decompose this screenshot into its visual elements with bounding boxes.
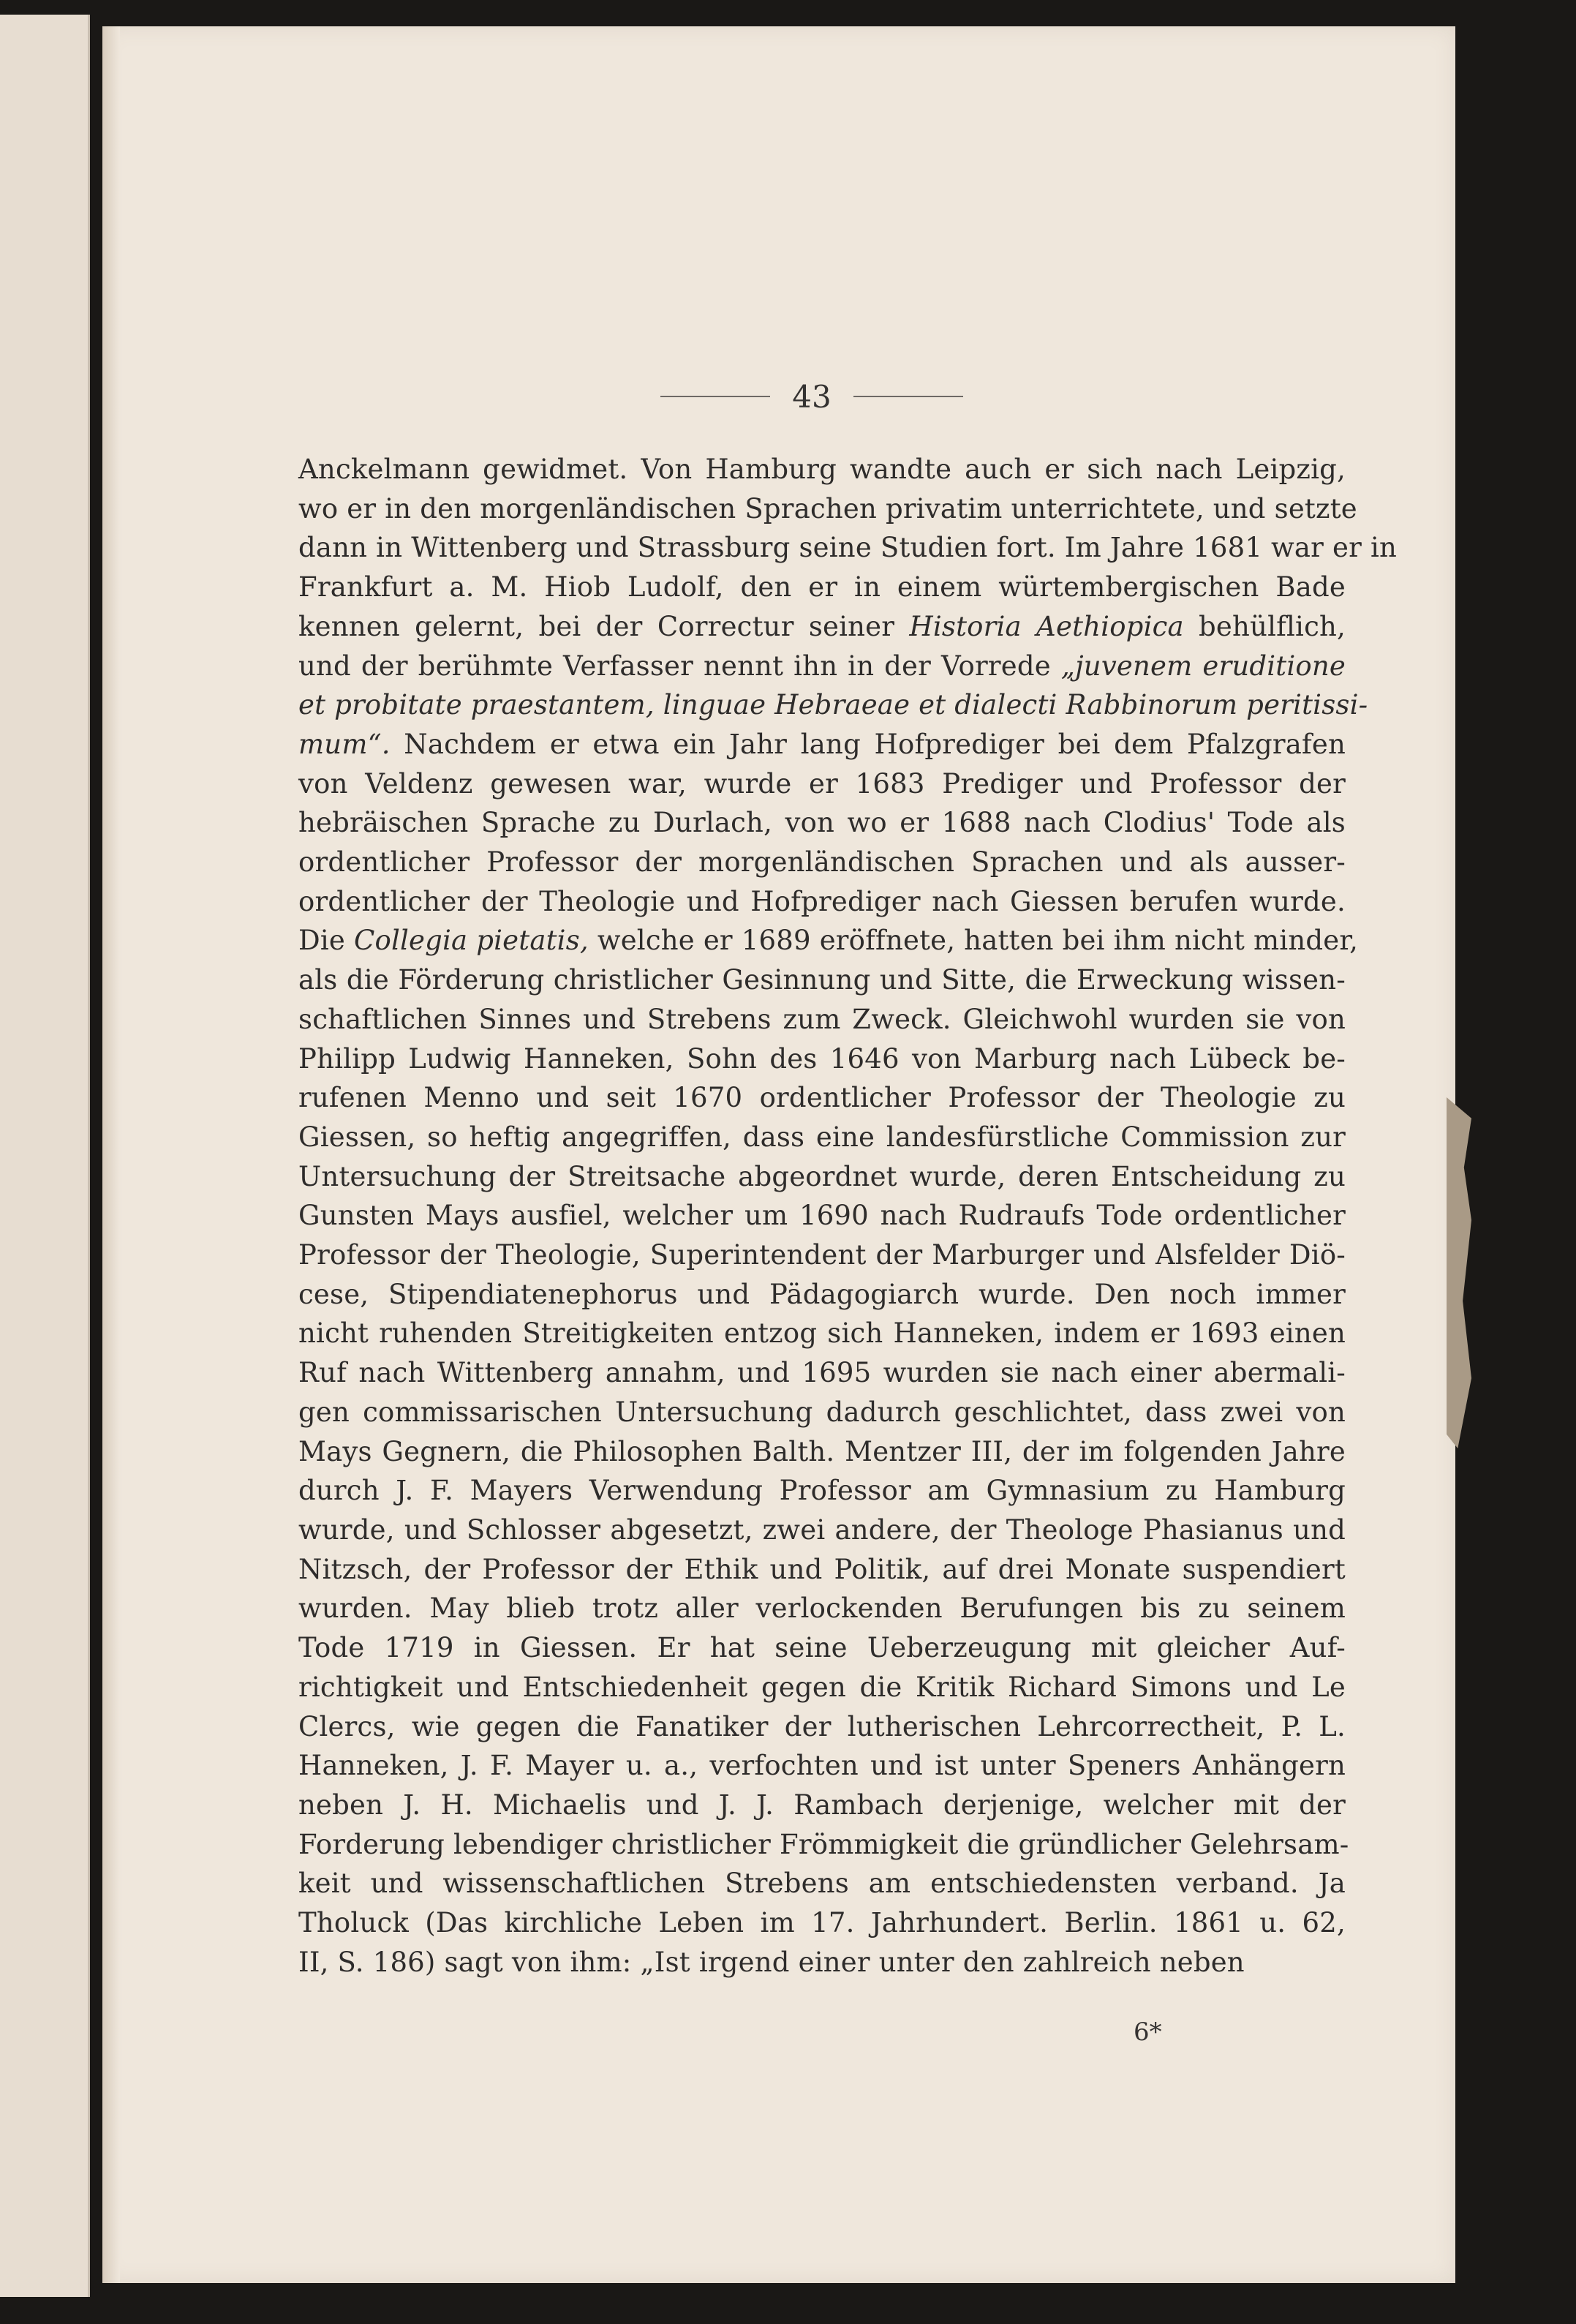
text-line <box>298 882 1346 922</box>
page-gutter <box>102 26 120 2283</box>
text-line <box>298 1353 1346 1393</box>
text-line <box>298 960 1346 1000</box>
text-run: Die <box>298 925 354 957</box>
text-run: ordentlicher der Theologie und Hofprediger nach Giessen berufen wurde. <box>298 885 1346 917</box>
text-run: Nitzsch, der Professor der Ethik und Politik, auf drei Monate suspendiert <box>298 1553 1346 1585</box>
text-line <box>298 1196 1346 1236</box>
text-line <box>298 725 1346 764</box>
text-run: behülflich, <box>1183 610 1346 642</box>
text-line <box>298 843 1346 882</box>
text-run: kennen gelernt, bei der Correctur seiner <box>298 610 910 642</box>
text-line <box>298 1668 1346 1707</box>
text-run: Philipp Ludwig Hanneken, Sohn des 1646 von Marburg nach Lübeck be- <box>298 1042 1346 1075</box>
text-run: keit und wissenschaftlichen Strebens am entschiedensten verband. Ja <box>298 1868 1346 1900</box>
text-line <box>298 1000 1346 1039</box>
text-line <box>298 1943 1346 1982</box>
text-run: Gunsten Mays ausfiel, welcher um 1690 nach Rudraufs Tode ordentlicher <box>298 1200 1346 1232</box>
text-run: Mays Gegnern, die Philosophen Balth. Mentzer III, der im folgenden Jahre <box>298 1435 1346 1467</box>
text-line <box>298 450 1346 489</box>
text-line <box>298 685 1368 725</box>
text-run: Nachdem er etwa ein Jahr lang Hofprediger bei dem Pfalzgrafen <box>390 728 1346 760</box>
text-run: wo er in den morgenländischen Sprachen privatim unterrichtete, und setzte <box>298 492 1357 524</box>
text-line <box>298 647 1346 686</box>
text-run: welche er 1689 eröffnete, hatten bei ihm nicht minder, <box>588 925 1359 957</box>
text-run: wurden. May blieb trotz aller verlockenden Berufungen bis zu seinem <box>298 1592 1346 1625</box>
italic-run: „juvenem eruditione <box>1060 650 1346 682</box>
text-line <box>298 1275 1346 1315</box>
text-line <box>298 528 1398 568</box>
text-run: und der berühmte Verfasser nennt ihn in der Vorrede <box>298 650 1061 682</box>
text-run: Forderung lebendiger christlicher Frömmigkeit die gründlicher Gelehrsam- <box>298 1828 1349 1860</box>
text-run: durch J. F. Mayers Verwendung Professor am Gymnasium zu Hamburg <box>298 1475 1346 1507</box>
text-line <box>298 568 1346 607</box>
text-line <box>298 1314 1346 1353</box>
italic-run: Collegia pietatis, <box>353 925 589 957</box>
text-run: Ruf nach Wittenberg annahm, und 1695 wurden sie nach einer abermali- <box>298 1357 1346 1389</box>
signature-mark: 6* <box>1134 2017 1162 2047</box>
text-line <box>298 803 1346 843</box>
text-line <box>298 489 1357 529</box>
italic-run: Historia Aethiopica <box>909 610 1184 642</box>
text-run: gen commissarischen Untersuchung dadurch geschlichtet, dass zwei von <box>298 1396 1346 1428</box>
body-text <box>298 450 1398 1982</box>
text-run: schaftlichen Sinnes und Strebens zum Zweck. Gleichwohl wurden sie von <box>298 1003 1346 1035</box>
text-line <box>298 1864 1346 1903</box>
text-line <box>298 1825 1349 1865</box>
text-line <box>298 1078 1346 1118</box>
text-line <box>298 1746 1346 1786</box>
text-line <box>298 1589 1346 1628</box>
text-run: Tode 1719 in Giessen. Er hat seine Ueberzeugung mit gleicher Auf- <box>298 1632 1346 1664</box>
text-line <box>298 1471 1346 1511</box>
text-line <box>298 1393 1346 1432</box>
text-run: dann in Wittenberg und Strassburg seine Studien fort. Im Jahre 1681 war er in <box>298 532 1398 564</box>
text-line <box>298 1039 1346 1079</box>
italic-run: mum“. <box>298 728 391 760</box>
text-run: Anckelmann gewidmet. Von Hamburg wandte auch er sich nach Leipzig, <box>298 454 1346 485</box>
text-line <box>298 1118 1346 1157</box>
text-line <box>298 607 1346 647</box>
text-run: wurde, und Schlosser abgesetzt, zwei andere, der Theologe Phasianus und <box>298 1513 1346 1546</box>
text-line <box>298 1550 1346 1590</box>
text-run: Clercs, wie gegen die Fanatiker der lutherischen Lehrcorrectheit, P. L. <box>298 1710 1346 1742</box>
text-run: nicht ruhenden Streitigkeiten entzog sich Hanneken, indem er 1693 einen <box>298 1317 1346 1350</box>
text-run: als die Förderung christlicher Gesinnung und Sitte, die Erweckung wissen- <box>298 964 1346 996</box>
page-header <box>636 375 987 418</box>
text-run: neben J. H. Michaelis und J. J. Rambach derjenige, welcher mit der <box>298 1789 1346 1821</box>
text-run: Giessen, so heftig angegriffen, dass eine landesfürstliche Commission zur <box>298 1121 1346 1153</box>
text-run: richtigkeit und Entschiedenheit gegen die Kritik Richard Simons und Le <box>298 1671 1346 1703</box>
text-line <box>298 1511 1346 1550</box>
text-line <box>298 1432 1346 1472</box>
header-rule-left <box>660 396 770 397</box>
torn-page-edge <box>1447 1097 1471 1448</box>
italic-run: et probitate praestantem, linguae Hebraeae et dialecti Rabbinorum peritissi- <box>298 689 1368 721</box>
text-run: ordentlicher Professor der morgenländischen Sprachen und als ausser- <box>298 846 1346 879</box>
text-run: Untersuchung der Streitsache abgeordnet wurde, deren Entscheidung zu <box>298 1160 1346 1192</box>
text-line <box>298 1236 1346 1275</box>
text-run: hebräischen Sprache zu Durlach, von wo er 1688 nach Clodius' Tode als <box>298 807 1346 839</box>
text-line <box>298 921 1359 960</box>
text-run: II, S. 186) sagt von ihm: „Ist irgend einer unter den zahlreich neben <box>298 1946 1245 1978</box>
text-run: Hanneken, J. F. Mayer u. a., verfochten und ist unter Speners Anhängern <box>298 1750 1346 1782</box>
text-run: rufenen Menno und seit 1670 ordentlicher Professor der Theologie zu <box>298 1082 1346 1114</box>
text-line <box>298 764 1346 804</box>
adjacent-page-edge <box>0 15 90 2297</box>
page-number: 43 <box>792 378 832 415</box>
text-line <box>298 1707 1346 1747</box>
header-rule-right <box>853 396 963 397</box>
text-run: cese, Stipendiatenephorus und Pädagogiarch wurde. Den noch immer <box>298 1278 1346 1310</box>
text-line <box>298 1903 1346 1943</box>
text-run: Frankfurt a. M. Hiob Ludolf, den er in einem würtembergischen Bade <box>298 571 1346 603</box>
text-line <box>298 1628 1346 1668</box>
text-line <box>298 1157 1346 1197</box>
text-run: Tholuck (Das kirchliche Leben im 17. Jahrhundert. Berlin. 1861 u. 62, <box>298 1907 1346 1939</box>
text-line <box>298 1786 1346 1825</box>
text-run: Professor der Theologie, Superintendent der Marburger und Alsfelder Diö- <box>298 1239 1346 1271</box>
text-run: von Veldenz gewesen war, wurde er 1683 Prediger und Professor der <box>298 767 1346 800</box>
